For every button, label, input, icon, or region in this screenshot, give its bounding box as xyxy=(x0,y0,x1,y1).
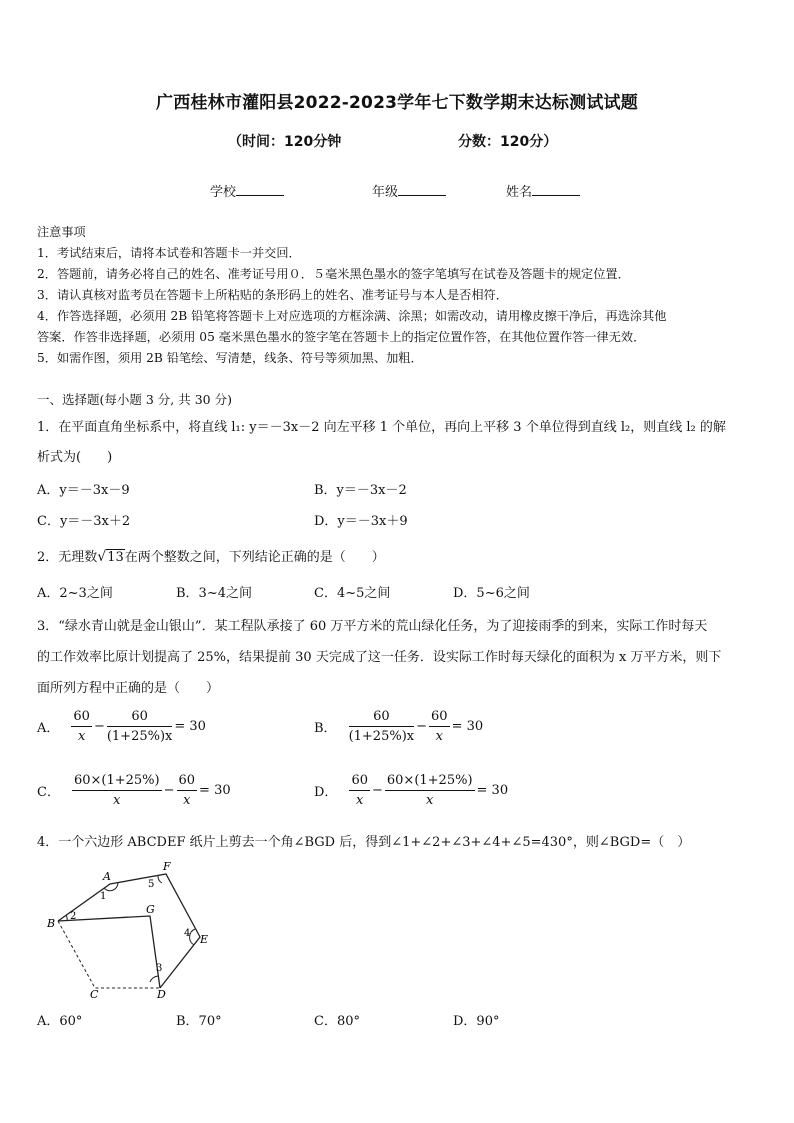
vertex-label-a: A xyxy=(103,870,111,883)
denominator: x xyxy=(113,793,121,808)
note-item: 4．作答选择题，必须用 2B 铅笔将答题卡上对应选项的方框涂满、涂黑；如需改动，请用橡皮擦干净后，再选涂其他 xyxy=(37,309,667,323)
note-item: 3．请认真核对监考员在答题卡上所粘贴的条形码上的姓名、准考证号与本人是否相符． xyxy=(37,288,508,302)
q1-option-c[interactable]: C．y＝－3x＋2 xyxy=(37,514,131,529)
q3-stem-line3: 面所列方程中正确的是（ ） xyxy=(37,681,220,696)
denominator: x xyxy=(183,793,191,808)
denominator: (1+25%)x xyxy=(348,729,415,744)
note-item: 答案．作答非选择题，必须用 05 毫米黑色墨水的签字笔在答题卡上的指定位置作答，在其他位置作答一律无效． xyxy=(37,330,646,344)
q1-stem-line1: 1．在平面直角坐标系中，将直线 l₁: y＝－3x－2 向左平移 1 个单位，再向上平移 3 个单位得到直线 l₂，则直线 l₂ 的解 xyxy=(37,420,726,435)
q2-stem xyxy=(37,546,385,565)
q3-option-b[interactable] xyxy=(314,709,483,744)
name-label: 姓名 xyxy=(506,185,533,200)
sqrt-radicand: 13 xyxy=(107,550,124,565)
vertex-label-f: F xyxy=(163,860,171,873)
fraction xyxy=(71,709,92,744)
q3-option-c[interactable] xyxy=(37,773,231,808)
exam-time: （时间：120分钟 xyxy=(228,134,342,150)
option-label: D． xyxy=(314,785,338,800)
option-label: A． xyxy=(37,721,60,736)
equals-30: = 30 xyxy=(199,783,231,798)
school-field xyxy=(210,181,284,200)
numerator: 60 xyxy=(107,709,173,727)
numerator: 60 xyxy=(71,709,92,727)
section-heading: 一、选择题(每小题 3 分, 共 30 分) xyxy=(37,392,232,407)
hexagon-solid-edges xyxy=(58,874,200,988)
numerator: 60 xyxy=(349,709,415,727)
minus-sign: − xyxy=(163,783,175,798)
grade-field xyxy=(372,181,446,200)
q1-option-a[interactable]: A．y＝－3x－9 xyxy=(37,483,130,498)
hexagon-figure xyxy=(40,855,220,1000)
grade-label: 年级 xyxy=(372,185,399,200)
q2-stem-post: 在两个整数之间，下列结论正确的是（ ） xyxy=(124,550,385,565)
angle-label-2: 2 xyxy=(70,911,77,922)
q2-stem-pre: 2．无理数 xyxy=(37,550,98,565)
vertex-label-b: B xyxy=(47,917,56,930)
q4-option-a[interactable]: A．60° xyxy=(37,1014,83,1029)
angle-label-5: 5 xyxy=(148,879,155,890)
q4-option-c[interactable]: C．80° xyxy=(314,1014,360,1029)
fraction xyxy=(107,709,173,744)
sqrt-symbol: √ xyxy=(97,549,107,565)
denominator: (1+25%)x xyxy=(106,729,173,744)
fraction xyxy=(72,773,162,808)
school-label: 学校 xyxy=(210,185,237,200)
page-title: 广西桂林市灌阳县2022-2023学年七下数学期末达标测试试题 xyxy=(156,93,638,113)
fraction xyxy=(349,773,370,808)
q3-option-d[interactable] xyxy=(314,773,508,808)
q3-stem-line2: 的工作效率比原计划提高了 25%，结果提前 30 天完成了这一任务．设实际工作时每天绿化的面积为 x 万平方米，则下 xyxy=(37,650,722,665)
exam-score: 分数：120分） xyxy=(458,134,558,150)
numerator: 60 xyxy=(349,773,370,791)
option-label: B． xyxy=(314,721,337,736)
angle-arc-3 xyxy=(150,976,158,982)
angle-label-1: 1 xyxy=(100,891,107,902)
minus-sign: − xyxy=(416,719,428,734)
angle-label-4: 4 xyxy=(184,928,191,939)
q1-option-d[interactable]: D．y＝－3x＋9 xyxy=(314,514,408,529)
q2-option-a[interactable]: A．2~3之间 xyxy=(37,586,113,601)
vertex-label-c: C xyxy=(90,988,99,1000)
q2-option-d[interactable]: D．5~6之间 xyxy=(453,586,530,601)
fraction xyxy=(385,773,475,808)
cut-edges xyxy=(58,916,163,988)
q3-stem-line1: 3．“绿水青山就是金山银山”．某工程队承接了 60 万平方米的荒山绿化任务，为了迎接雨季的到来，实际工作时每天 xyxy=(37,619,708,634)
removed-edges xyxy=(58,921,163,988)
option-label: C． xyxy=(37,785,60,800)
q1-stem-line2: 析式为( ) xyxy=(37,450,113,465)
minus-sign: − xyxy=(371,783,383,798)
angle-arc-4 xyxy=(190,929,195,945)
angle-label-3: 3 xyxy=(156,963,163,974)
vertex-label-g: G xyxy=(146,903,155,916)
q4-option-d[interactable]: D．90° xyxy=(453,1014,500,1029)
denominator: x xyxy=(426,793,434,808)
grade-blank[interactable] xyxy=(398,183,446,196)
fraction xyxy=(429,709,450,744)
denominator: x xyxy=(435,729,443,744)
name-blank[interactable] xyxy=(532,183,580,196)
vertex-label-e: E xyxy=(200,933,209,946)
vertex-label-d: D xyxy=(157,988,166,1000)
name-field xyxy=(506,181,580,200)
numerator: 60 xyxy=(177,773,198,791)
notes-heading: 注意事项 xyxy=(37,225,86,239)
q3-option-a[interactable] xyxy=(37,709,206,744)
minus-sign: − xyxy=(93,719,105,734)
equals-30: = 30 xyxy=(174,719,206,734)
q2-option-c[interactable]: C．4~5之间 xyxy=(314,586,391,601)
fraction xyxy=(349,709,415,744)
notes-block xyxy=(37,222,666,369)
note-item: 2．答题前，请务必将自己的姓名、准考证号用０．５毫米黑色墨水的签字笔填写在试卷及答题卡的规定位置． xyxy=(37,267,630,281)
numerator: 60 xyxy=(429,709,450,727)
equals-30: = 30 xyxy=(451,719,484,734)
q1-option-b[interactable]: B．y＝－3x－2 xyxy=(314,483,407,498)
fraction xyxy=(177,773,198,808)
note-item: 1．考试结束后，请将本试卷和答题卡一并交回． xyxy=(37,246,301,260)
denominator: x xyxy=(77,729,86,744)
school-blank[interactable] xyxy=(236,183,284,196)
q4-stem: 4．一个六边形 ABCDEF 纸片上剪去一个角∠BGD 后，得到∠1+∠2+∠3+∠4+∠5=430°，则∠BGD=（ ） xyxy=(37,835,691,850)
equals-30: = 30 xyxy=(476,783,509,798)
numerator: 60×(1+25%) xyxy=(72,773,162,791)
numerator: 60×(1+25%) xyxy=(385,773,475,791)
angle-arc-5 xyxy=(158,876,162,883)
q4-option-b[interactable]: B．70° xyxy=(176,1014,222,1029)
denominator: x xyxy=(356,793,364,808)
q2-option-b[interactable]: B．3~4之间 xyxy=(176,586,252,601)
note-item: 5．如需作图，须用 2B 铅笔绘、写清楚，线条、符号等须加黑、加粗． xyxy=(37,351,423,365)
